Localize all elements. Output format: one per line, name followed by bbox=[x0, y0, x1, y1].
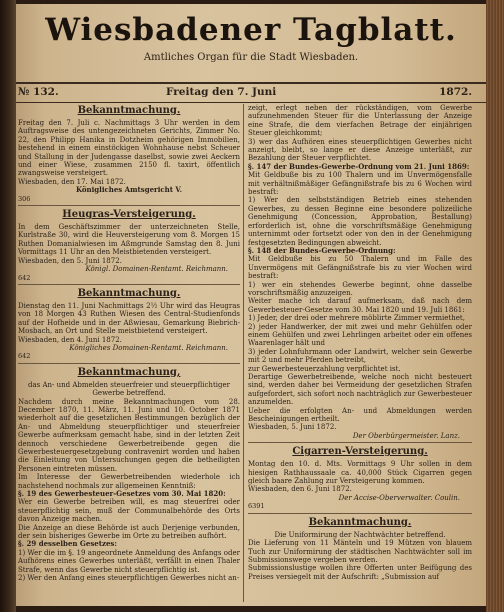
notice-trade-registration bbox=[18, 367, 240, 585]
notice-text: Ueber die erfolgten An- und Abmeldungen werden Bescheinigungen ertheilt. bbox=[248, 406, 472, 424]
notice-signer: Königliches Domainen-Rentamt. Reichmann. bbox=[69, 343, 228, 352]
right-column bbox=[248, 104, 472, 602]
notice-number: 6391 bbox=[248, 502, 265, 511]
notice-signer: Der Oberbürgermeister. Lanz. bbox=[352, 431, 460, 440]
notice-title: Bekanntmachung. bbox=[77, 105, 181, 116]
issue-date: Freitag den 7. Juni bbox=[166, 86, 277, 98]
notice-text: Derartige Gewerbetreibende, welche noch nicht besteuert sind, werden daher bei Vermeidung der gesetzlichen Strafen aufgefordert, sich sofort noch nachträglich zur Gewerbesteuer anzumelden. bbox=[248, 373, 472, 407]
notice-text: Mit Geldbuße bis zu 100 Thalern und im Unvermögensfalle mit verhältnißmäßiger Gefängnißstrafe bis zu 6 Wochen wird bestraft: bbox=[248, 171, 472, 197]
notice-place-date: Wiesbaden, den 17. Mai 1872. bbox=[18, 177, 126, 186]
notice-hay-auction bbox=[18, 209, 240, 285]
notice-subtitle: das An- und Abmelden steuerfreier und steuerpflichtiger Gewerbe betreffend. bbox=[28, 380, 230, 398]
notice-title: Bekanntmachung, bbox=[77, 366, 181, 378]
issue-number: № 132. bbox=[18, 86, 59, 98]
issue-line bbox=[16, 82, 486, 103]
notice-text: 1) Wer den selbstständigen Betrieb eines stehenden Gewerbes, zu dessen Beginne eine besondere polizeiliche Genehmigung (Concession, Approbation, Bestallung) erforderlich ist, ohne die vorschriftsmäßige Genehmigung unternimmt oder fortsetzt oder von den in der Genehmigung festgesetzten Bedingungen abweicht. bbox=[248, 196, 472, 247]
law-citation: §. 19 des Gewerbesteuer-Gesetzes vom 30. Mai 1820: bbox=[18, 489, 226, 499]
notice-text: Nachdem durch meine Bekanntmachungen vom 28. December 1870, 11. März, 11. Juni und 10. October 1871 wiederholt auf die gesetzlichen Bestimmungen bezüglich der An- und Abmeldung steuerpflichtiger und steuerfreier Gewerbe aufmerksam gemacht habe, sind in der letzten Zeit dennoch verschiedene Gewerbetreibende gegen die Gewerbesteuergesetzgebung contravenirt worden und haben die Einleitung von Untersuchungen gegen die betheiligten Personen eintreten müssen. bbox=[18, 397, 240, 473]
notice-title: Bekanntmachung. bbox=[77, 287, 181, 299]
notice-text: Wer ein Gewerbe betreiben will, es mag steuerfrei oder steuerpflichtig sein, muß der Communalbehörde des Orts davon Anzeige machen. bbox=[18, 498, 240, 524]
notice-number: 306 bbox=[18, 194, 31, 203]
notice-text: Im Interesse der Gewerbetreibenden wiederhole ich nachstehend nochmals zur allgemeinen Kenntniß: bbox=[18, 473, 240, 490]
notice-text: Submissionslustige wollen ihre Offerten unter Beifügung des Preises versiegelt mit der Aufschrift: „Submission auf bbox=[248, 564, 472, 581]
notice-text: Die Anzeige an diese Behörde ist auch Derjenige verbunden, der sein bisheriges Gewerbe im Orte zu betreiben aufhört. bbox=[18, 523, 240, 541]
book-spine bbox=[0, 0, 16, 612]
notice-text: Freitag den 7. Juli c. Nachmittags 3 Uhr werden in dem Auftragsweise des untengezeichneten Gerichts, Zimmer No. 22, den Philipp Hanika in Dotzheim gehörigen Immobilien, bestehend in einem einstöckigen Wohnhause nebst Scheuer und Stallung in der Judengasse daselbst, sowie zwei Aeckern und einer Wiese, zusammen 2150 fl. taxirt, öffentlich zwangsweise versteigert. bbox=[18, 119, 240, 178]
notice-hay-meadows bbox=[18, 288, 240, 364]
notice-text: 3) jeder Lohnfuhrmann oder Landwirt, welcher sein Gewerbe mit 2 und mehr Pferden betreibt, bbox=[248, 347, 472, 365]
notice-signer: Der Accise-Oberverwalter. Coulin. bbox=[338, 493, 460, 502]
law-citation: §. 29 desselben Gesetzes: bbox=[18, 539, 117, 549]
notice-text: 2) jeder Handwerker, der mit zwei und mehr Gehülfen oder einem Gehülfen und zwei Lehrlingen arbeitet oder ein offenes Waarenlager hält und bbox=[248, 322, 472, 348]
newspaper-title: Wiesbadener Tagblatt. bbox=[45, 12, 457, 48]
column-divider bbox=[243, 104, 244, 602]
newspaper-page bbox=[16, 4, 486, 606]
notice-text: 1) Jeder, der drei oder mehrere möblirte Zimmer vermiethet, bbox=[248, 314, 465, 323]
notice-subtitle: Die Uniformirung der Nachtwächter betreffend. bbox=[274, 530, 446, 539]
notice-text: Montag den 10. d. Mts. Vormittags 9 Uhr sollen in dem hiesigen Rathhaussaale ca. 40,000 Stück Cigarren gegen gleich baare Zahlung zur Versteigerung kommen. bbox=[248, 460, 472, 486]
notice-foreclosure bbox=[18, 105, 240, 206]
notice-signer: Königliches Amtsgericht V. bbox=[75, 185, 183, 195]
notice-text: Die Lieferung von 11 Mänteln und 19 Mützen von blauem Tuch zur Uniformirung der städtischen Nachtwächter soll im Submissionswege vergeben werden. bbox=[248, 539, 472, 564]
notice-text: zeigt, erlegt neben der rückständigen, vom Gewerbe aufzunehmenden Steuer für die Unterlassung der Anzeige eine Strafe, die dem vierfachen Betrage der einjährigen Steuer gleichkommt; bbox=[248, 104, 472, 138]
law-citation: §. 147 der Bundes-Gewerbe-Ordnung vom 21. Juni 1869: bbox=[248, 161, 470, 171]
notice-title: Heugras-Versteigerung. bbox=[62, 209, 196, 221]
notice-text: 1) wer ein stehendes Gewerbe beginnt, ohne dasselbe vorschriftsmäßig anzuzeigen. bbox=[248, 280, 472, 297]
notice-place-date: Wiesbaden, den 6. Juni 1872. bbox=[248, 485, 352, 494]
notice-text: 2) Wer den Anfang eines steuerpflichtigen Gewerbes nicht an- bbox=[18, 574, 240, 583]
notice-signer: Königl. Domainen-Rentamt. Reichmann. bbox=[85, 265, 228, 274]
notice-place-date: Wiesbaden, 5. Juni 1872. bbox=[248, 423, 337, 432]
notice-text: 1) Wer die im §. 19 angeordnete Anmeldung des Anfangs oder Aufhörens eines Gewerbes unterläßt, verfällt in einen Thaler Strafe, wenn das Gewerbe nicht steuerpflichtig ist. bbox=[18, 548, 240, 574]
notice-text: In dem Geschäftszimmer der unterzeichneten Stelle, Kurlstraße 30, wird die Heuversteigerung vom 8. Morgen 15 Ruthen Domanialwiesen im Aßmgrunde Samstag den 8. Juni Vormittags 11 Uhr an den Meistbietenden versteigert. bbox=[18, 223, 240, 257]
notice-title: Bekanntmachung. bbox=[308, 516, 412, 528]
newspaper-subtitle: Amtliches Organ für die Stadt Wiesbaden. bbox=[143, 52, 359, 63]
notice-number: 642 bbox=[18, 352, 31, 361]
notice-text: Mit Geldbuße bis zu 50 Thalern und im Falle des Unvermögens mit Gefängnißstrafe bis zu vier Wochen wird bestraft: bbox=[248, 255, 472, 281]
notice-text: zur Gewerbesteuerzahlung verpflichtet ist. bbox=[248, 364, 401, 373]
notice-place-date: Wiesbaden, den 5. Juni 1872. bbox=[18, 256, 122, 265]
notice-number: 642 bbox=[18, 273, 31, 282]
notice-place-date: Wiesbaden, den 4. Juni 1872. bbox=[18, 335, 122, 344]
law-citation: §. 148 der Bundes-Gewerbe-Ordnung: bbox=[248, 245, 396, 255]
page-stack-edge bbox=[486, 0, 504, 612]
issue-year: 1872. bbox=[439, 86, 472, 98]
notice-text: Dienstag den 11. Juni Nachmittags 2½ Uhr wird das Heugras von 18 Morgen 43 Ruthen Wiesen des Central-Studienfonds auf der Hofheide und in der Aßwiesau, Gemarkung Biebrich-Mosbach, an Ort und Stelle meistbietend versteigert. bbox=[18, 301, 240, 336]
notice-text: 3) wer das Aufhören eines steuerpflichtigen Gewerbes nicht anzeigt, bleibt, so lange er diese Anzeige unterläßt, zur Bezahlung der Steuer verpflichtet. bbox=[248, 137, 472, 163]
left-column bbox=[18, 104, 240, 602]
notice-trade-registration-cont bbox=[248, 104, 472, 443]
notice-cigar-auction bbox=[248, 446, 472, 513]
notice-title: Cigarren-Versteigerung. bbox=[292, 446, 428, 458]
notice-night-watch-uniforms bbox=[248, 517, 472, 583]
notice-text: Weiter mache ich darauf aufmerksam, daß nach dem Gewerbesteuer-Gesetze vom 30. Mai 1820 und 19. Juli 1861: bbox=[248, 297, 472, 314]
